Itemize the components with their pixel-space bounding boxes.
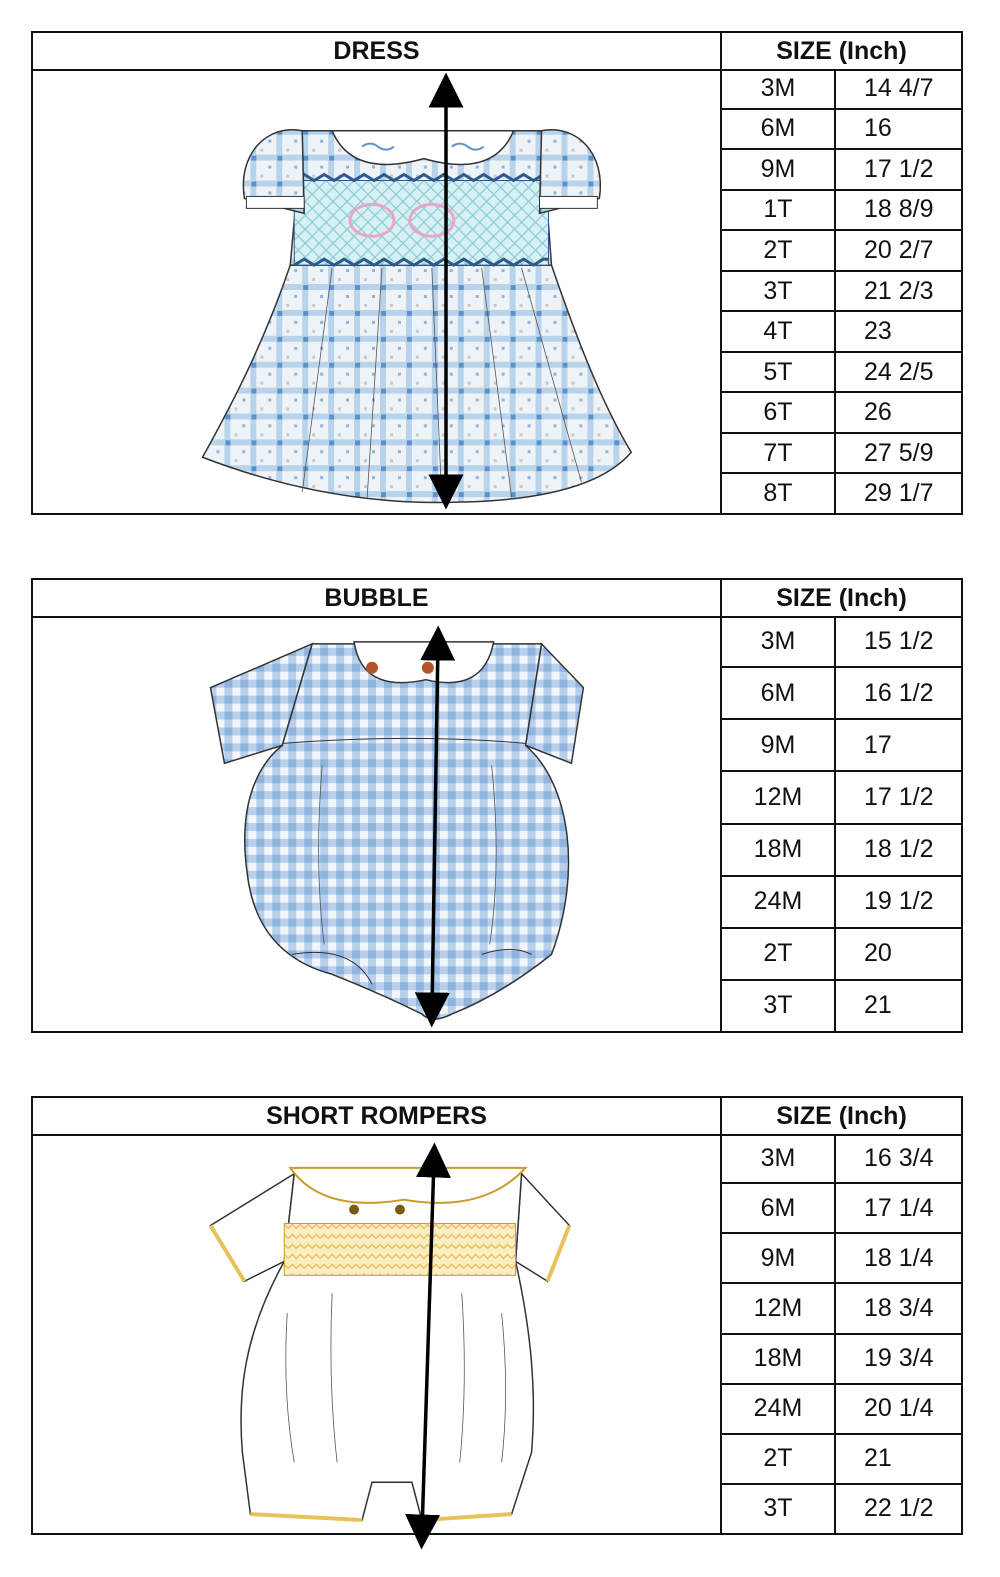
size-cell: 9M — [722, 1234, 836, 1282]
size-table — [722, 69, 961, 513]
table-row — [722, 720, 961, 772]
length-cell: 22 1/2 — [864, 1494, 934, 1523]
length-cell: 20 — [864, 939, 892, 968]
table-row — [722, 272, 961, 313]
dress-size-chart — [31, 31, 963, 515]
product-title: DRESS — [33, 33, 722, 69]
table-row — [722, 434, 961, 475]
table-row — [722, 1435, 961, 1485]
length-cell: 21 2/3 — [864, 276, 934, 305]
length-cell: 17 1/2 — [864, 154, 934, 183]
short-rompers-illustration — [33, 1134, 722, 1533]
size-cell: 6M — [722, 1184, 836, 1232]
length-cell: 26 — [864, 398, 892, 427]
length-cell: 23 — [864, 317, 892, 346]
size-cell: 3T — [722, 272, 836, 311]
length-cell: 20 1/4 — [864, 1394, 934, 1423]
table-row — [722, 231, 961, 272]
table-row — [722, 825, 961, 877]
table-row — [722, 69, 961, 110]
length-cell: 19 3/4 — [864, 1344, 934, 1373]
size-cell: 9M — [722, 720, 836, 770]
chart-header — [33, 1098, 961, 1136]
table-row — [722, 191, 961, 232]
table-row — [722, 1234, 961, 1284]
size-cell: 6M — [722, 110, 836, 149]
length-cell: 16 3/4 — [864, 1143, 934, 1172]
table-row — [722, 1485, 961, 1533]
dress-illustration — [33, 69, 722, 513]
product-title: SHORT ROMPERS — [33, 1098, 722, 1134]
length-cell: 21 — [864, 991, 892, 1020]
size-cell: 4T — [722, 312, 836, 351]
short-rompers-size-chart — [31, 1096, 963, 1535]
length-cell: 19 1/2 — [864, 887, 934, 916]
table-row — [722, 929, 961, 981]
size-table — [722, 1134, 961, 1533]
length-cell: 18 1/4 — [864, 1243, 934, 1272]
size-column-header: SIZE (Inch) — [776, 36, 907, 65]
length-cell: 21 — [864, 1444, 892, 1473]
length-cell: 17 1/4 — [864, 1193, 934, 1222]
table-row — [722, 312, 961, 353]
product-title: BUBBLE — [33, 580, 722, 616]
size-cell: 7T — [722, 434, 836, 473]
bubble-size-chart — [31, 578, 963, 1033]
length-cell: 20 2/7 — [864, 235, 934, 264]
length-cell: 16 1/2 — [864, 678, 934, 707]
size-cell: 18M — [722, 825, 836, 875]
table-row — [722, 877, 961, 929]
size-table — [722, 616, 961, 1031]
table-row — [722, 616, 961, 668]
table-row — [722, 1385, 961, 1435]
table-row — [722, 353, 961, 394]
table-row — [722, 981, 961, 1031]
table-row — [722, 772, 961, 824]
table-row — [722, 1284, 961, 1334]
table-row — [722, 474, 961, 513]
table-row — [722, 110, 961, 151]
size-cell: 1T — [722, 191, 836, 230]
size-column-header: SIZE (Inch) — [776, 583, 907, 612]
size-cell: 2T — [722, 929, 836, 979]
size-cell: 2T — [722, 1435, 836, 1483]
length-cell: 17 1/2 — [864, 782, 934, 811]
size-cell: 12M — [722, 1284, 836, 1332]
length-cell: 14 4/7 — [864, 73, 934, 102]
length-cell: 15 1/2 — [864, 626, 934, 655]
chart-header — [33, 580, 961, 618]
length-cell: 17 — [864, 730, 892, 759]
size-cell: 3M — [722, 1134, 836, 1182]
size-cell: 2T — [722, 231, 836, 270]
size-cell: 18M — [722, 1335, 836, 1383]
size-cell: 24M — [722, 877, 836, 927]
size-column-header: SIZE (Inch) — [776, 1101, 907, 1130]
size-cell: 12M — [722, 772, 836, 822]
table-row — [722, 1335, 961, 1385]
length-cell: 29 1/7 — [864, 479, 934, 508]
length-cell: 18 1/2 — [864, 835, 934, 864]
size-cell: 6T — [722, 393, 836, 432]
size-cell: 3M — [722, 616, 836, 666]
size-cell: 5T — [722, 353, 836, 392]
size-cell: 6M — [722, 668, 836, 718]
table-row — [722, 668, 961, 720]
table-row — [722, 1184, 961, 1234]
size-cell: 3T — [722, 981, 836, 1031]
size-cell: 3T — [722, 1485, 836, 1533]
length-cell: 18 8/9 — [864, 195, 934, 224]
table-row — [722, 150, 961, 191]
length-cell: 18 3/4 — [864, 1293, 934, 1322]
length-cell: 24 2/5 — [864, 357, 934, 386]
length-cell: 27 5/9 — [864, 438, 934, 467]
bubble-illustration — [33, 616, 722, 1031]
size-cell: 24M — [722, 1385, 836, 1433]
size-cell: 8T — [722, 474, 836, 513]
table-row — [722, 393, 961, 434]
table-row — [722, 1134, 961, 1184]
size-cell: 3M — [722, 69, 836, 108]
chart-header — [33, 33, 961, 71]
length-cell: 16 — [864, 114, 892, 143]
size-cell: 9M — [722, 150, 836, 189]
